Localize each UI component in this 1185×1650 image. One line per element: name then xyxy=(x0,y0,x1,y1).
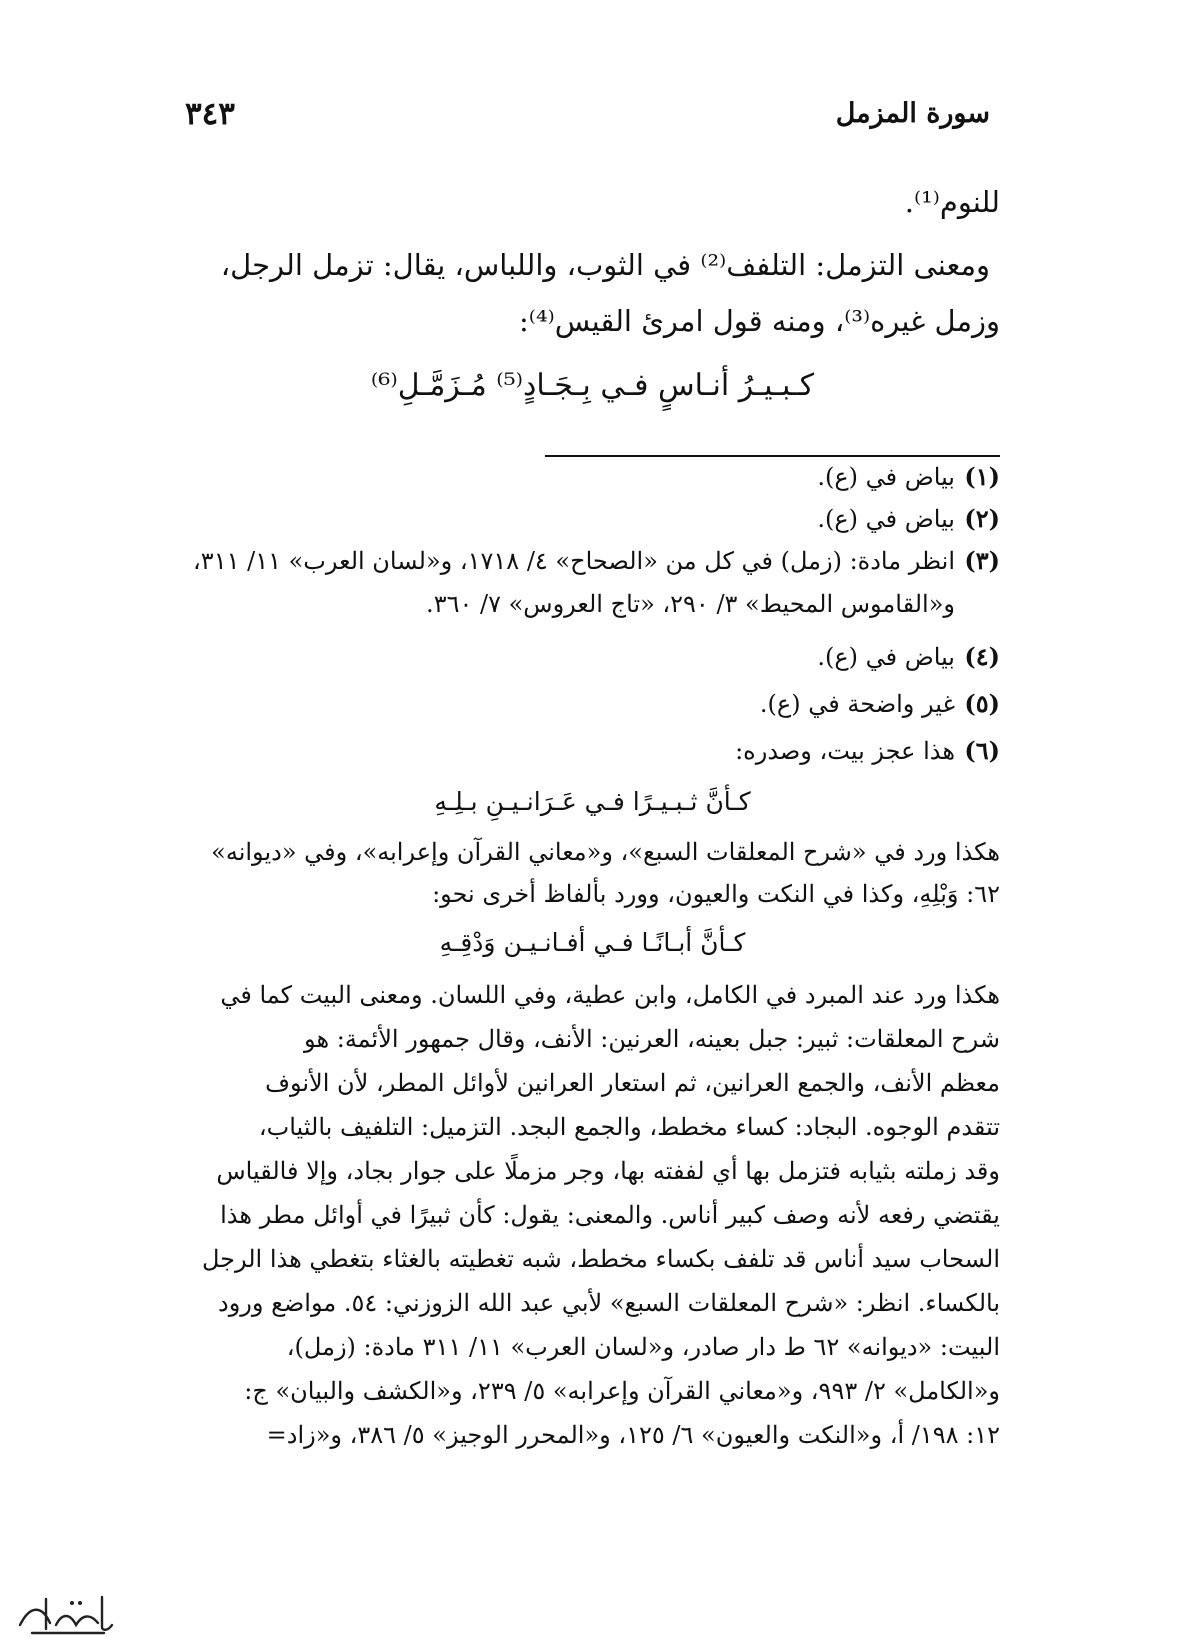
footnote-6 xyxy=(735,736,1000,765)
footnote-text: غير واضحة في (ع). xyxy=(759,690,955,718)
footnote-verse-2: كـأنَّ أبـانًـا فـي أفـانـيـن وَدْقِـهِ xyxy=(439,928,746,957)
footnote-3 xyxy=(193,546,1000,575)
calligraphy-stamp-logo xyxy=(12,1585,122,1640)
note-line: يقتضي رفعه لأنه وصف كبير أناس. والمعنى: يقول: كأن ثبيرًا في أوائل مطر هذا xyxy=(220,1201,1000,1229)
footnote-number: (٦) xyxy=(964,736,1000,765)
note-line: و«الكامل» ٢/ ٩٩٣، و«معاني القرآن وإعرابه» ٥/ ٢٣٩، و«الكشف والبيان» ج: xyxy=(244,1377,1000,1405)
footnote-number: (٥) xyxy=(964,689,1000,718)
note-line: شرح المعلقات: ثبير: جبل بعينه، العرنين: الأنف، وقال جمهور الأئمة: هو xyxy=(304,1025,1000,1053)
footnote-text: بياض في (ع). xyxy=(817,643,955,671)
footnote-text: انظر مادة: (زمل) في كل من «الصحاح» ٤/ ١٧١٨، و«لسان العرب» ١١/ ٣١١، xyxy=(193,547,955,575)
footnote-verse-1: كـأنَّ ثـبـيـرًا فـي عَـرَانـيـنِ بـلِـهِ xyxy=(434,787,751,816)
body-line-2: ومعنى التزمل: التلفف⁽²⁾ في الثوب، واللباس، يقال: تزمل الرجل، xyxy=(220,248,990,282)
footnote-number: (١) xyxy=(964,462,1000,491)
footnote-separator xyxy=(545,455,1000,457)
note-line: وقد زملته بثيابه فتزمل بها أي لففته بها، وجر مزملًا على جوار بجاد، وإلا فالقياس xyxy=(216,1157,1000,1185)
page-number: ٣٤٣ xyxy=(185,96,235,132)
note-line: ١٢: ١٩٨/ أ، و«النكت والعيون» ٦/ ١٢٥، و«المحرر الوجيز» ٥/ ٣٨٦، و«زاد= xyxy=(266,1421,1000,1449)
footnote-text: بياض في (ع). xyxy=(817,505,955,533)
note-line: هكذا ورد في «شرح المعلقات السبع»، و«معاني القرآن وإعرابه»، وفي «ديوانه» xyxy=(211,838,1000,866)
footnote-2 xyxy=(817,504,1000,533)
note-line: هكذا ورد عند المبرد في الكامل، وابن عطية، وفي اللسان. ومعنى البيت كما في xyxy=(220,981,1000,1009)
note-line: البيت: «ديوانه» ٦٢ ط دار صادر، و«لسان العرب» ١١/ ٣١١ مادة: (زمل)، xyxy=(286,1333,1000,1361)
main-verse: كـبـيـرُ أنـاسٍ فـي بِـجَـادٍ⁽⁵⁾ مُـزَمَّـلِ⁽⁶⁾ xyxy=(370,368,815,403)
note-line: بالكساء. انظر: «شرح المعلقات السبع» لأبي عبد الله الزوزني: ٥٤. مواضع ورود xyxy=(218,1289,1000,1317)
surah-title: سورة المزمل xyxy=(835,98,990,129)
footnote-number: (٤) xyxy=(964,642,1000,671)
footnote-text: بياض في (ع). xyxy=(817,463,955,491)
body-line-3: وزمل غيره⁽³⁾، ومنه قول امرئ القيس⁽⁴⁾: xyxy=(519,304,1000,338)
footnote-5 xyxy=(760,689,1000,718)
footnote-4 xyxy=(817,642,1000,671)
note-line: معظم الأنف، والجمع العرانين، ثم استعار العرانين لأوائل المطر، لأن الأنوف xyxy=(265,1069,1000,1097)
note-line: السحاب سيد أناس قد تلفف بكساء مخطط، شبه تغطيته بالغثاء بتغطي هذا الرجل xyxy=(201,1245,1000,1273)
footnote-text: هذا عجز بيت، وصدره: xyxy=(735,737,955,765)
body-line-1: للنوم⁽¹⁾. xyxy=(904,185,1000,219)
footnote-number: (٢) xyxy=(964,504,1000,533)
footnote-number: (٣) xyxy=(964,546,1000,575)
footnote-1 xyxy=(817,462,1000,491)
footnote-3-continuation: و«القاموس المحيط» ٣/ ٢٩٠، «تاج العروس» ٧/ ٣٦٠. xyxy=(426,590,955,618)
note-line: ٦٢: وَبْلِهِ، وكذا في النكت والعيون، وورد بألفاظ أخرى نحو: xyxy=(432,880,1000,908)
note-line: تتقدم الوجوه. البجاد: كساء مخطط، والجمع البجد. التزميل: التلفيف بالثياب، xyxy=(258,1113,1000,1141)
